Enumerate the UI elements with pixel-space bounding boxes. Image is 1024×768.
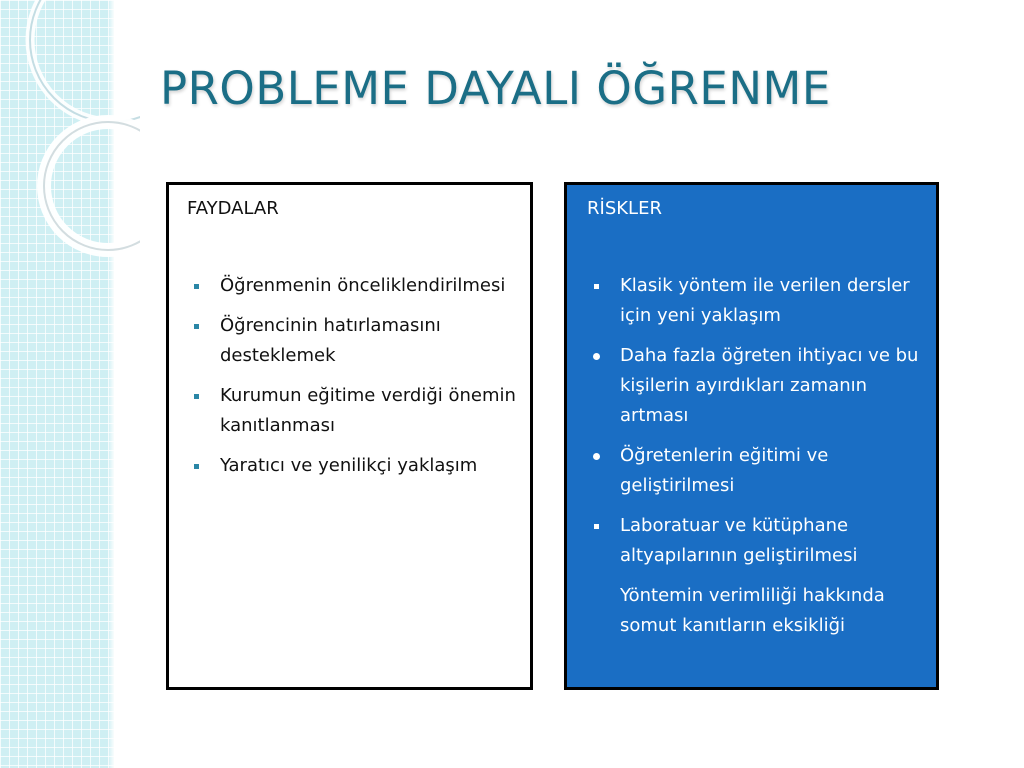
list-item xyxy=(185,451,525,481)
benefits-heading: FAYDALAR xyxy=(187,198,279,219)
list-item-text: Yaratıcı ve yenilikçi yaklaşım xyxy=(220,455,478,476)
list-item xyxy=(585,581,930,641)
list-item xyxy=(185,271,525,301)
square-bullet-icon xyxy=(588,511,604,541)
square-bullet-icon xyxy=(188,311,204,341)
list-item-text: Öğretenlerin eğitimi ve geliştirilmesi xyxy=(620,445,829,496)
list-item-text: Yöntemin verimliliği hakkında somut kanıtların eksikliği xyxy=(620,585,885,636)
square-bullet-icon xyxy=(188,381,204,411)
page-title: PROBLEME DAYALI ÖĞRENME xyxy=(160,62,831,115)
disc-bullet-icon xyxy=(588,441,604,471)
list-item-text: Öğrencinin hatırlamasını desteklemek xyxy=(220,315,441,366)
list-item xyxy=(185,381,525,441)
list-item-text: Daha fazla öğreten ihtiyacı ve bu kişilerin ayırdıkları zamanın artması xyxy=(620,345,919,426)
list-item xyxy=(185,311,525,371)
benefits-list xyxy=(185,271,525,491)
risks-list xyxy=(585,271,930,651)
square-bullet-icon xyxy=(588,271,604,301)
benefits-panel xyxy=(166,182,533,690)
decorative-rings-icon xyxy=(0,0,140,260)
list-item xyxy=(585,511,930,571)
list-item xyxy=(585,441,930,501)
square-bullet-icon xyxy=(188,271,204,301)
risks-panel xyxy=(564,182,939,690)
disc-bullet-icon xyxy=(588,341,604,371)
list-item-text: Kurumun eğitime verdiği önemin kanıtlanması xyxy=(220,385,516,436)
list-item xyxy=(585,271,930,331)
square-bullet-icon xyxy=(188,451,204,481)
list-item-text: Öğrenmenin önceliklendirilmesi xyxy=(220,275,506,296)
list-item-text: Klasik yöntem ile verilen dersler için yeni yaklaşım xyxy=(620,275,910,326)
list-item xyxy=(585,341,930,431)
risks-heading: RİSKLER xyxy=(587,198,662,219)
list-item-text: Laboratuar ve kütüphane altyapılarının geliştirilmesi xyxy=(620,515,858,566)
